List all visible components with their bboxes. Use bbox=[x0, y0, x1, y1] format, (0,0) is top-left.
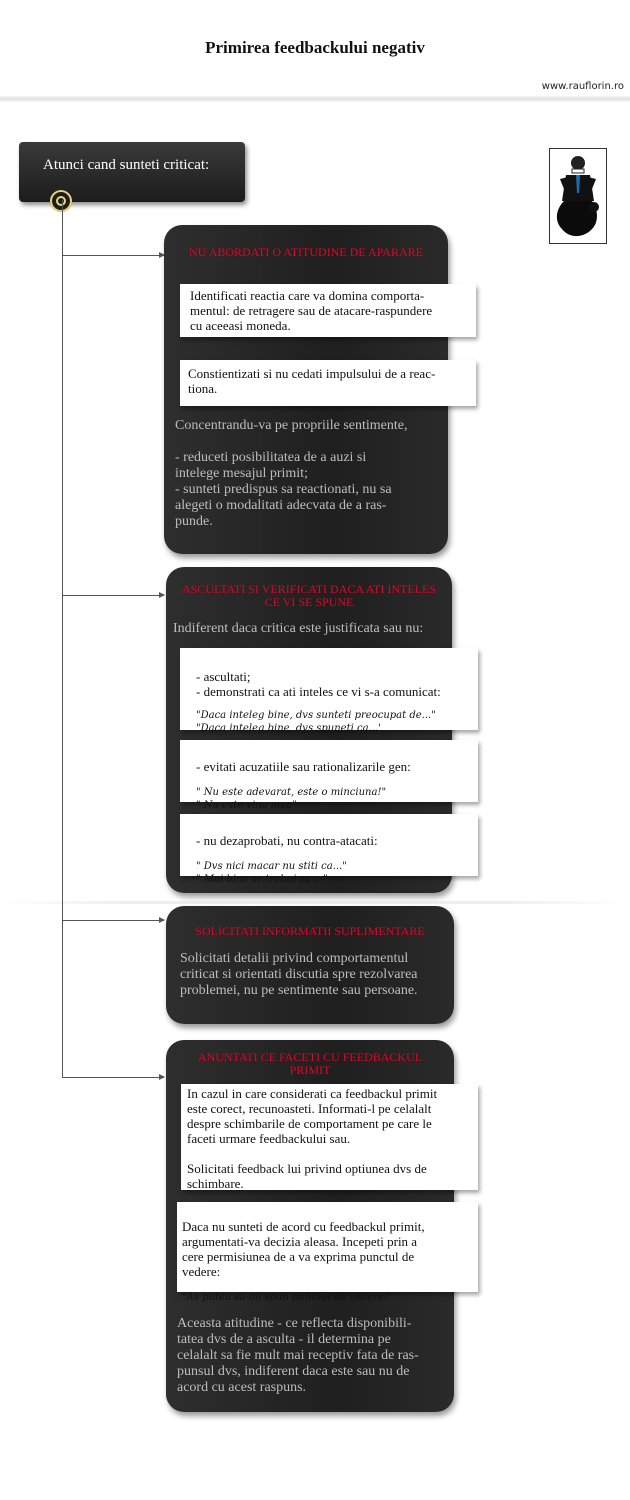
person-silhouette-icon bbox=[550, 149, 606, 243]
section-1-note-2: Constientizati si nu cedati impulsului de a reac- tiona. bbox=[180, 360, 476, 406]
connector-arrow-1 bbox=[62, 255, 164, 256]
section-2-note-2-text: - evitati acuzatiile sau rationalizarile gen: bbox=[196, 759, 411, 774]
section-2-note-3-quote: " Dvs nici macar nu stiti ca..." " Mai bine ar trebui sa ..." bbox=[196, 861, 347, 885]
connector-arrow-4 bbox=[62, 1077, 164, 1078]
connector-origin-icon bbox=[50, 190, 72, 212]
arrowhead-icon bbox=[159, 1074, 165, 1080]
section-4-note-1: In cazul in care considerati ca feedbackul primit este corect, recunoasteti. Informati-l pe celalalt despre schimbarile de comportament pe care le faceti urmare feedbackului sau. Solicitati feedback lui privind optiunea dvs de schimbare. bbox=[181, 1084, 478, 1190]
section-1-note-1: Identificati reactia care va domina comporta- mentul: de retragere sau de atacare-raspundere cu aceeasi moneda. bbox=[180, 284, 476, 337]
section-2-intro: Indiferent daca critica este justificata sau nu: bbox=[173, 621, 424, 636]
section-heading-1: NU ABORDATI O ATITUDINE DE APARARE bbox=[189, 245, 423, 259]
arrowhead-icon bbox=[159, 592, 165, 598]
section-heading-4: ANUNTATI CE FACETI CU FEEDBACKUL PRIMIT bbox=[197, 1050, 423, 1077]
section-divider bbox=[0, 901, 630, 904]
section-4-note-2-text: Daca nu sunteti de acord cu feedbackul primit, argumentati-va decizia aleasa. Incepeti prin a cere permisiunea de a va exprima punctul de vedere: bbox=[182, 1219, 425, 1279]
section-card-3 bbox=[166, 906, 454, 1024]
section-2-note-3-text: - nu dezaprobati, nu contra-atacati: bbox=[196, 833, 378, 848]
section-2-note-1-quote: "Daca inteleg bine, dvs sunteti preocupat de..." "Daca inteleg bine, dvs spuneti ca...' bbox=[196, 710, 436, 734]
section-heading-2: ASCULTATI SI VERIFICATI DACA ATI INTELES CE VI SE SPUNE bbox=[181, 582, 437, 609]
section-2-note-2 bbox=[180, 740, 478, 811]
section-heading-3: SOLICITATI INFORMATII SUPLIMENTARE bbox=[195, 924, 425, 938]
section-2-note-1 bbox=[180, 648, 478, 734]
section-2-note-2-quote: " Nu este adevarat, este o minciuna!" " Nu este vina mea" bbox=[196, 787, 387, 811]
section-4-note-2 bbox=[177, 1202, 478, 1303]
connector-trunk bbox=[62, 200, 63, 1078]
section-1-body: Concentrandu-va pe propriile sentimente, - reduceti posibilitatea de a auzi si intelege mesajul primit; - sunteti predispus sa reactionati, nu sa alegeti o modalitati adecvata de a ras- punde. bbox=[175, 418, 408, 529]
connector-arrow-2 bbox=[62, 595, 164, 596]
arrowhead-icon bbox=[159, 917, 165, 923]
section-4-body: Aceasta atitudine - ce reflecta disponibili- tatea dvs de a asculta - il determina pe celalalt sa fie mult mai receptiv fata de ras- punsul dvs, indiferent daca este sau nu de acord cu acest raspuns. bbox=[177, 1316, 419, 1395]
cartoon-figure-illustration bbox=[549, 148, 607, 244]
section-4-note-2-quote: "As putea sa-mi spun punctul de vedere?" bbox=[182, 1292, 394, 1303]
start-node-label: Atunci cand sunteti criticat: bbox=[43, 157, 210, 173]
page-title: Primirea feedbackului negativ bbox=[205, 38, 425, 57]
connector-arrow-3 bbox=[62, 920, 164, 921]
section-2-note-3 bbox=[180, 814, 478, 885]
site-url[interactable]: www.rauflorin.ro bbox=[541, 81, 624, 92]
section-3-body: Solicitati detalii privind comportamentul criticat si orientati discutia spre rezolvarea problemei, nu pe sentimente sau persoane. bbox=[180, 951, 418, 998]
header-divider bbox=[0, 96, 630, 102]
section-2-note-1-text: - ascultati; - demonstrati ca ati inteles ce vi s-a comunicat: bbox=[196, 669, 441, 699]
